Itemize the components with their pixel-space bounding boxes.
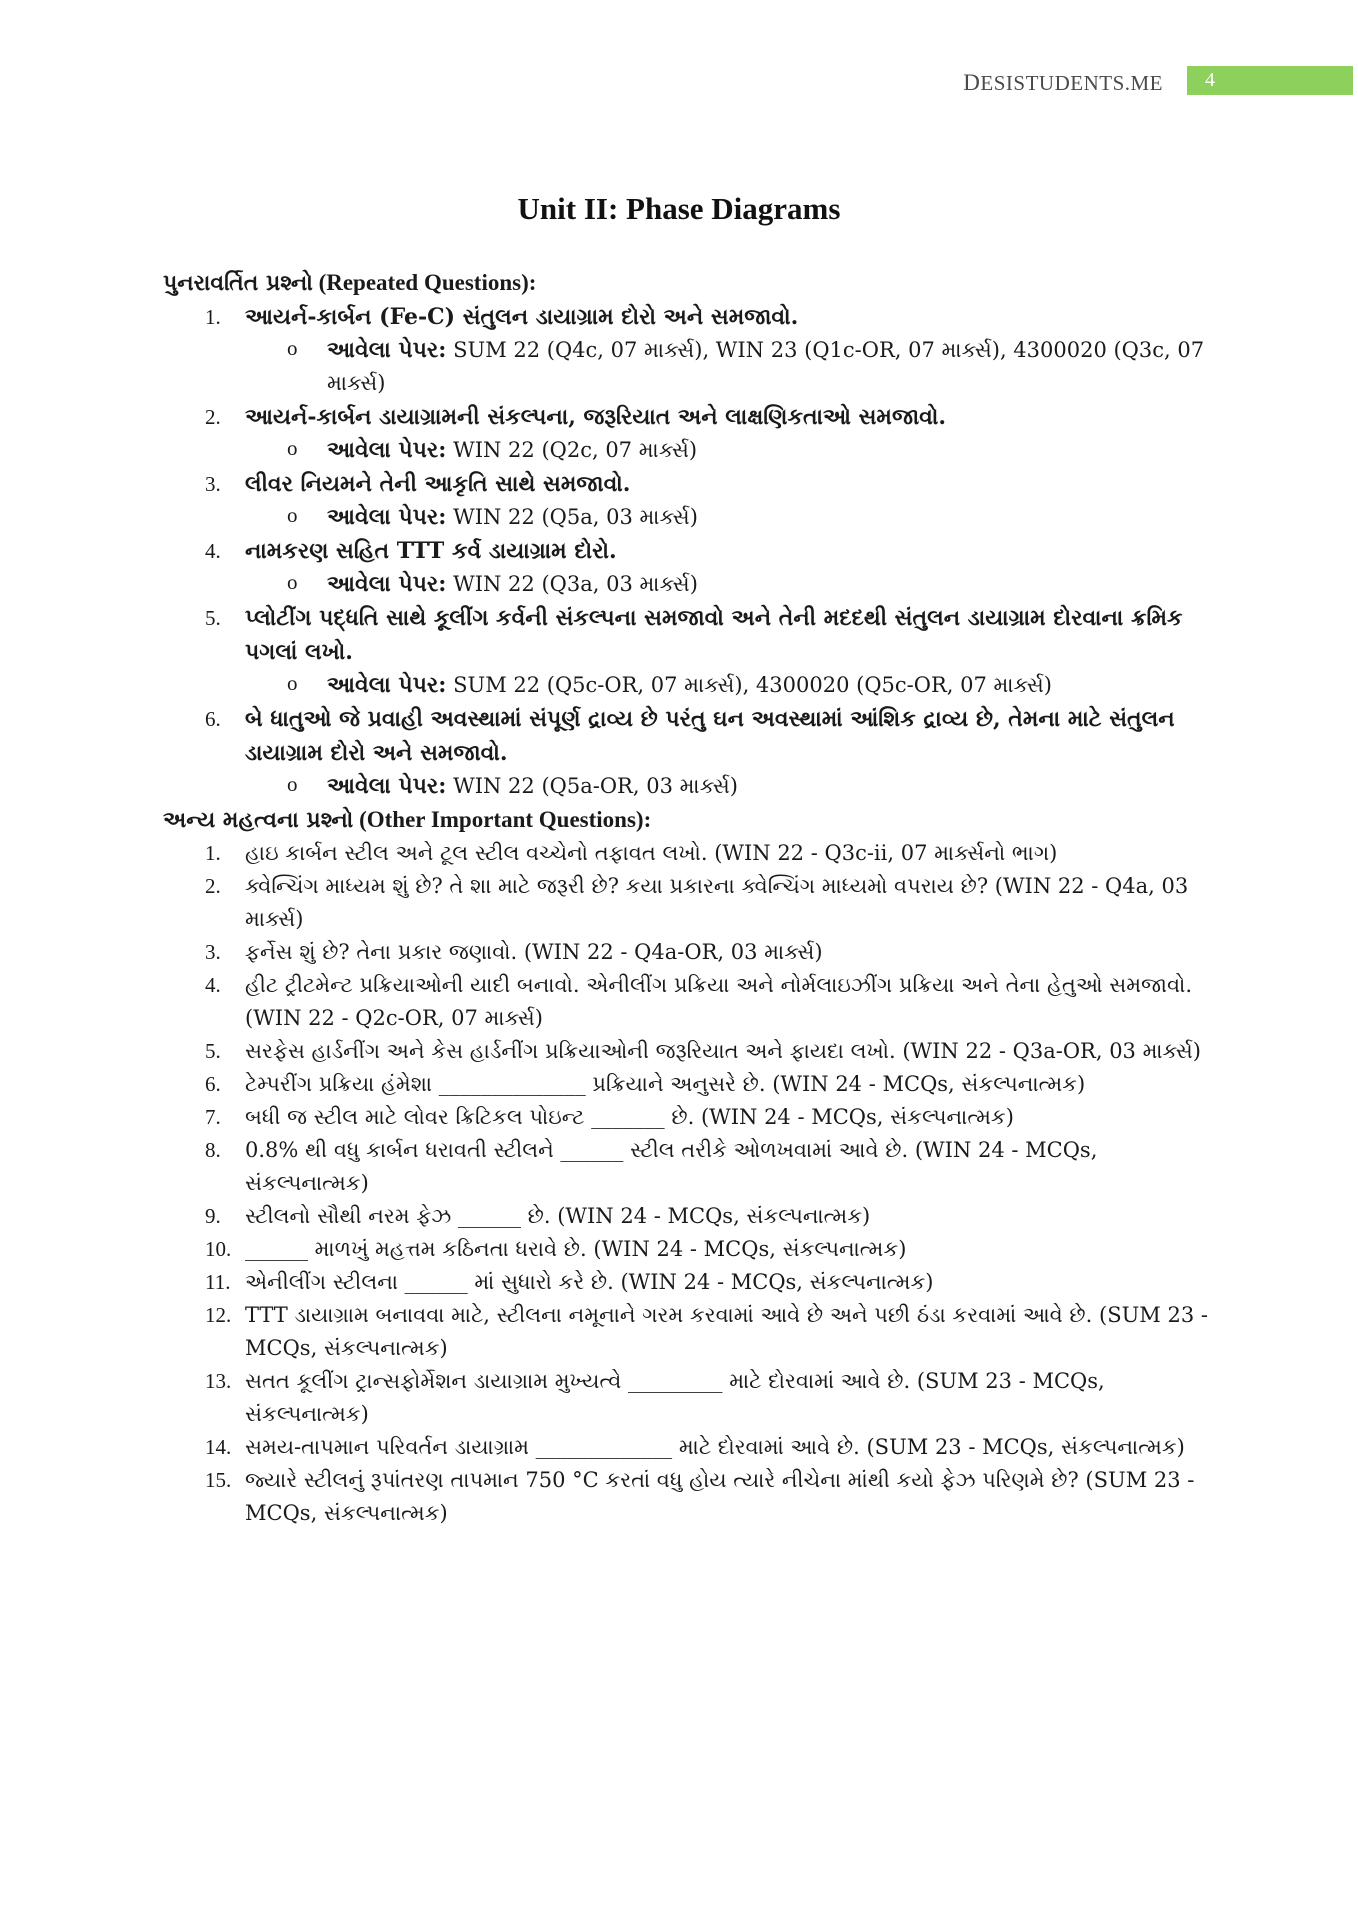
paper-label: આવેલા પેપર: bbox=[327, 773, 447, 799]
site-name-initial: D bbox=[963, 70, 981, 95]
other-questions-heading bbox=[163, 803, 1208, 837]
site-name bbox=[963, 70, 1163, 96]
question-text: પ્લોટીંગ પદ્ધતિ સાથે કૂલીંગ કર્વની સંકલ્પના સમજાવો અને તેની મદદથી સંતુલન ડાયાગ્રામ દોરવાના ક્રમિક પગલાં લખો. bbox=[245, 605, 1183, 665]
question-text: આયર્ન-કાર્બન ડાયાગ્રામની સંકલ્પના, જરૂરિયાત અને લાક્ષણિકતાઓ સમજાવો. bbox=[245, 404, 947, 430]
question-text: ______ માળખું મહત્તમ કઠિનતા ધરાવે છે. (WIN 24 - MCQs, સંકલ્પનાત્મક) bbox=[245, 1237, 907, 1261]
item-number: 2. bbox=[205, 405, 221, 429]
paper-list: WIN 22 (Q5a-OR, 03 માર્ક્સ) bbox=[446, 774, 739, 798]
item-number: 3. bbox=[205, 940, 221, 964]
other-heading-gujarati: અન્ય મહત્વના પ્રશ્નો bbox=[163, 807, 354, 833]
list-item bbox=[163, 969, 1208, 1035]
paper-reference bbox=[163, 770, 1208, 803]
bullet-icon: o bbox=[287, 436, 298, 460]
list-item bbox=[163, 702, 1208, 770]
item-number: 11. bbox=[205, 1270, 231, 1294]
site-name-rest: ESISTUDENTS.ME bbox=[980, 71, 1163, 95]
item-number: 1. bbox=[205, 305, 221, 329]
document-body bbox=[163, 266, 1208, 1530]
bullet-icon: o bbox=[287, 772, 298, 796]
item-number: 4. bbox=[205, 539, 221, 563]
list-item bbox=[163, 1068, 1208, 1101]
bullet-icon: o bbox=[287, 570, 298, 594]
item-number: 6. bbox=[205, 707, 221, 731]
list-item bbox=[163, 467, 1208, 501]
paper-label: આવેલા પેપર: bbox=[327, 437, 447, 463]
question-text: સરફેસ હાર્ડનીંગ અને કેસ હાર્ડનીંગ પ્રક્રિયાઓની જરૂરિયાત અને ફાયદા લખો. (WIN 22 - Q3a-OR, 03 માર્ક્સ) bbox=[245, 1039, 1201, 1063]
paper-label: આવેલા પેપર: bbox=[327, 672, 447, 698]
paper-reference bbox=[163, 334, 1208, 400]
list-item bbox=[163, 300, 1208, 334]
page-title: Unit II: Phase Diagrams bbox=[517, 191, 841, 226]
paper-list: WIN 22 (Q5a, 03 માર્ક્સ) bbox=[446, 505, 698, 529]
question-text: જ્યારે સ્ટીલનું રૂપાંતરણ તાપમાન 750 °C કરતાં વધુ હોય ત્યારે નીચેના માંથી કયો ફેઝ પરિણમે છે? (SUM 23 - MCQs, સંકલ્પનાત્મક) bbox=[245, 1468, 1195, 1525]
question-text: ફર્નેસ શું છે? તેના પ્રકાર જણાવો. (WIN 22 - Q4a-OR, 03 માર્ક્સ) bbox=[245, 940, 823, 964]
page-number-badge: 4 bbox=[1187, 66, 1353, 95]
question-text: આયર્ન-કાર્બન (Fe-C) સંતુલન ડાયાગ્રામ દોરો અને સમજાવો. bbox=[245, 304, 799, 330]
item-number: 5. bbox=[205, 1039, 221, 1063]
list-item bbox=[163, 1101, 1208, 1134]
question-text: લીવર નિયમને તેની આકૃતિ સાથે સમજાવો. bbox=[245, 471, 631, 497]
list-item bbox=[163, 1035, 1208, 1068]
list-item bbox=[163, 534, 1208, 568]
item-number: 7. bbox=[205, 1105, 221, 1129]
list-item bbox=[163, 1266, 1208, 1299]
page-header bbox=[0, 66, 1358, 96]
list-item bbox=[163, 1200, 1208, 1233]
paper-list: SUM 22 (Q4c, 07 માર્ક્સ), WIN 23 (Q1c-OR, 07 માર્ક્સ), 4300020 (Q3c, 07 માર્ક્સ) bbox=[327, 338, 1205, 395]
item-number: 13. bbox=[205, 1369, 232, 1393]
paper-reference bbox=[163, 501, 1208, 534]
paper-list: WIN 22 (Q3a, 03 માર્ક્સ) bbox=[446, 572, 698, 596]
item-number: 5. bbox=[205, 606, 221, 630]
paper-reference bbox=[163, 669, 1208, 702]
bullet-icon: o bbox=[287, 671, 298, 695]
item-number: 9. bbox=[205, 1204, 221, 1228]
bullet-icon: o bbox=[287, 503, 298, 527]
paper-reference bbox=[163, 434, 1208, 467]
question-text: સમય-તાપમાન પરિવર્તન ડાયાગ્રામ _____________ માટે દોરવામાં આવે છે. (SUM 23 - MCQs, સંકલ્પનાત્મક) bbox=[245, 1435, 1185, 1459]
question-text: ક્વેન્ચિંગ માધ્યમ શું છે? તે શા માટે જરૂરી છે? કયા પ્રકારના ક્વેન્ચિંગ માધ્યમો વપરાય છે? (WIN 22 - Q4a, 03 માર્ક્સ) bbox=[245, 874, 1189, 931]
repeated-heading-gujarati: પુનરાવર્તિત પ્રશ્નો bbox=[163, 270, 313, 296]
question-text: બધી જ સ્ટીલ માટે લોવર ક્રિટિકલ પોઇન્ટ _______ છે. (WIN 24 - MCQs, સંકલ્પનાત્મક) bbox=[245, 1105, 1014, 1129]
item-number: 12. bbox=[205, 1303, 232, 1327]
list-item bbox=[163, 1365, 1208, 1431]
list-item bbox=[163, 601, 1208, 669]
list-item bbox=[163, 1431, 1208, 1464]
list-item bbox=[163, 1134, 1208, 1200]
paper-reference bbox=[163, 568, 1208, 601]
item-number: 6. bbox=[205, 1072, 221, 1096]
repeated-heading-english: (Repeated Questions): bbox=[312, 270, 537, 295]
question-text: સતત કૂલીંગ ટ્રાન્સફોર્મેશન ડાયાગ્રામ મુખ્યત્વે _________ માટે દોરવામાં આવે છે. (SUM 23 - MCQs, સંકલ્પનાત્મક) bbox=[245, 1369, 1105, 1426]
list-item bbox=[163, 1233, 1208, 1266]
item-number: 2. bbox=[205, 874, 221, 898]
question-text: હાઇ કાર્બન સ્ટીલ અને ટૂલ સ્ટીલ વચ્ચેનો તફાવત લખો. (WIN 22 - Q3c-ii, 07 માર્ક્સનો ભાગ) bbox=[245, 841, 1058, 865]
list-item bbox=[163, 870, 1208, 936]
question-text: સ્ટીલનો સૌથી નરમ ફેઝ ______ છે. (WIN 24 - MCQs, સંકલ્પનાત્મક) bbox=[245, 1204, 871, 1228]
item-number: 8. bbox=[205, 1138, 221, 1162]
item-number: 3. bbox=[205, 472, 221, 496]
question-text: 0.8% થી વધુ કાર્બન ધરાવતી સ્ટીલને ______ સ્ટીલ તરીકે ઓળખવામાં આવે છે. (WIN 24 - MCQs, સંકલ્પનાત્મક) bbox=[245, 1138, 1098, 1195]
list-item bbox=[163, 400, 1208, 434]
repeated-questions-heading bbox=[163, 266, 1208, 300]
bullet-icon: o bbox=[287, 336, 298, 360]
other-heading-english: (Other Important Questions): bbox=[353, 807, 652, 832]
item-number: 10. bbox=[205, 1237, 232, 1261]
paper-label: આવેલા પેપર: bbox=[327, 504, 447, 530]
question-text: નામકરણ સહિત TTT કર્વ ડાયાગ્રામ દોરો. bbox=[245, 538, 617, 564]
paper-list: SUM 22 (Q5c-OR, 07 માર્ક્સ), 4300020 (Q5c-OR, 07 માર્ક્સ) bbox=[446, 673, 1052, 697]
item-number: 15. bbox=[205, 1468, 232, 1492]
question-text: હીટ ટ્રીટમેન્ટ પ્રક્રિયાઓની યાદી બનાવો. એનીલીંગ પ્રક્રિયા અને નોર્મલાઇઝીંગ પ્રક્રિયા અને તેના હેતુઓ સમજાવો. (WIN 22 - Q2c-OR, 07 માર્ક્સ) bbox=[245, 973, 1193, 1030]
item-number: 1. bbox=[205, 841, 221, 865]
question-text: એનીલીંગ સ્ટીલના ______ માં સુધારો કરે છે. (WIN 24 - MCQs, સંકલ્પનાત્મક) bbox=[245, 1270, 934, 1294]
item-number: 14. bbox=[205, 1435, 232, 1459]
paper-label: આવેલા પેપર: bbox=[327, 571, 447, 597]
list-item bbox=[163, 936, 1208, 969]
question-text: બે ધાતુઓ જે પ્રવાહી અવસ્થામાં સંપૂર્ણ દ્રાવ્ય છે પરંતુ ઘન અવસ્થામાં આંશિક દ્રાવ્ય છે, તેમના માટે સંતુલન ડાયાગ્રામ દોરો અને સમજાવો. bbox=[245, 706, 1175, 766]
paper-list: WIN 22 (Q2c, 07 માર્ક્સ) bbox=[446, 438, 698, 462]
list-item bbox=[163, 1464, 1208, 1530]
list-item bbox=[163, 837, 1208, 870]
item-number: 4. bbox=[205, 973, 221, 997]
paper-label: આવેલા પેપર: bbox=[327, 337, 447, 363]
question-text: TTT ડાયાગ્રામ બનાવવા માટે, સ્ટીલના નમૂનાને ગરમ કરવામાં આવે છે અને પછી ઠંડા કરવામાં આવે છે. (SUM 23 - MCQs, સંકલ્પનાત્મક) bbox=[245, 1303, 1208, 1360]
question-text: ટેમ્પરીંગ પ્રક્રિયા હંમેશા ______________ પ્રક્રિયાને અનુસરે છે. (WIN 24 - MCQs, સંકલ્પનાત્મક) bbox=[245, 1072, 1086, 1096]
list-item bbox=[163, 1299, 1208, 1365]
